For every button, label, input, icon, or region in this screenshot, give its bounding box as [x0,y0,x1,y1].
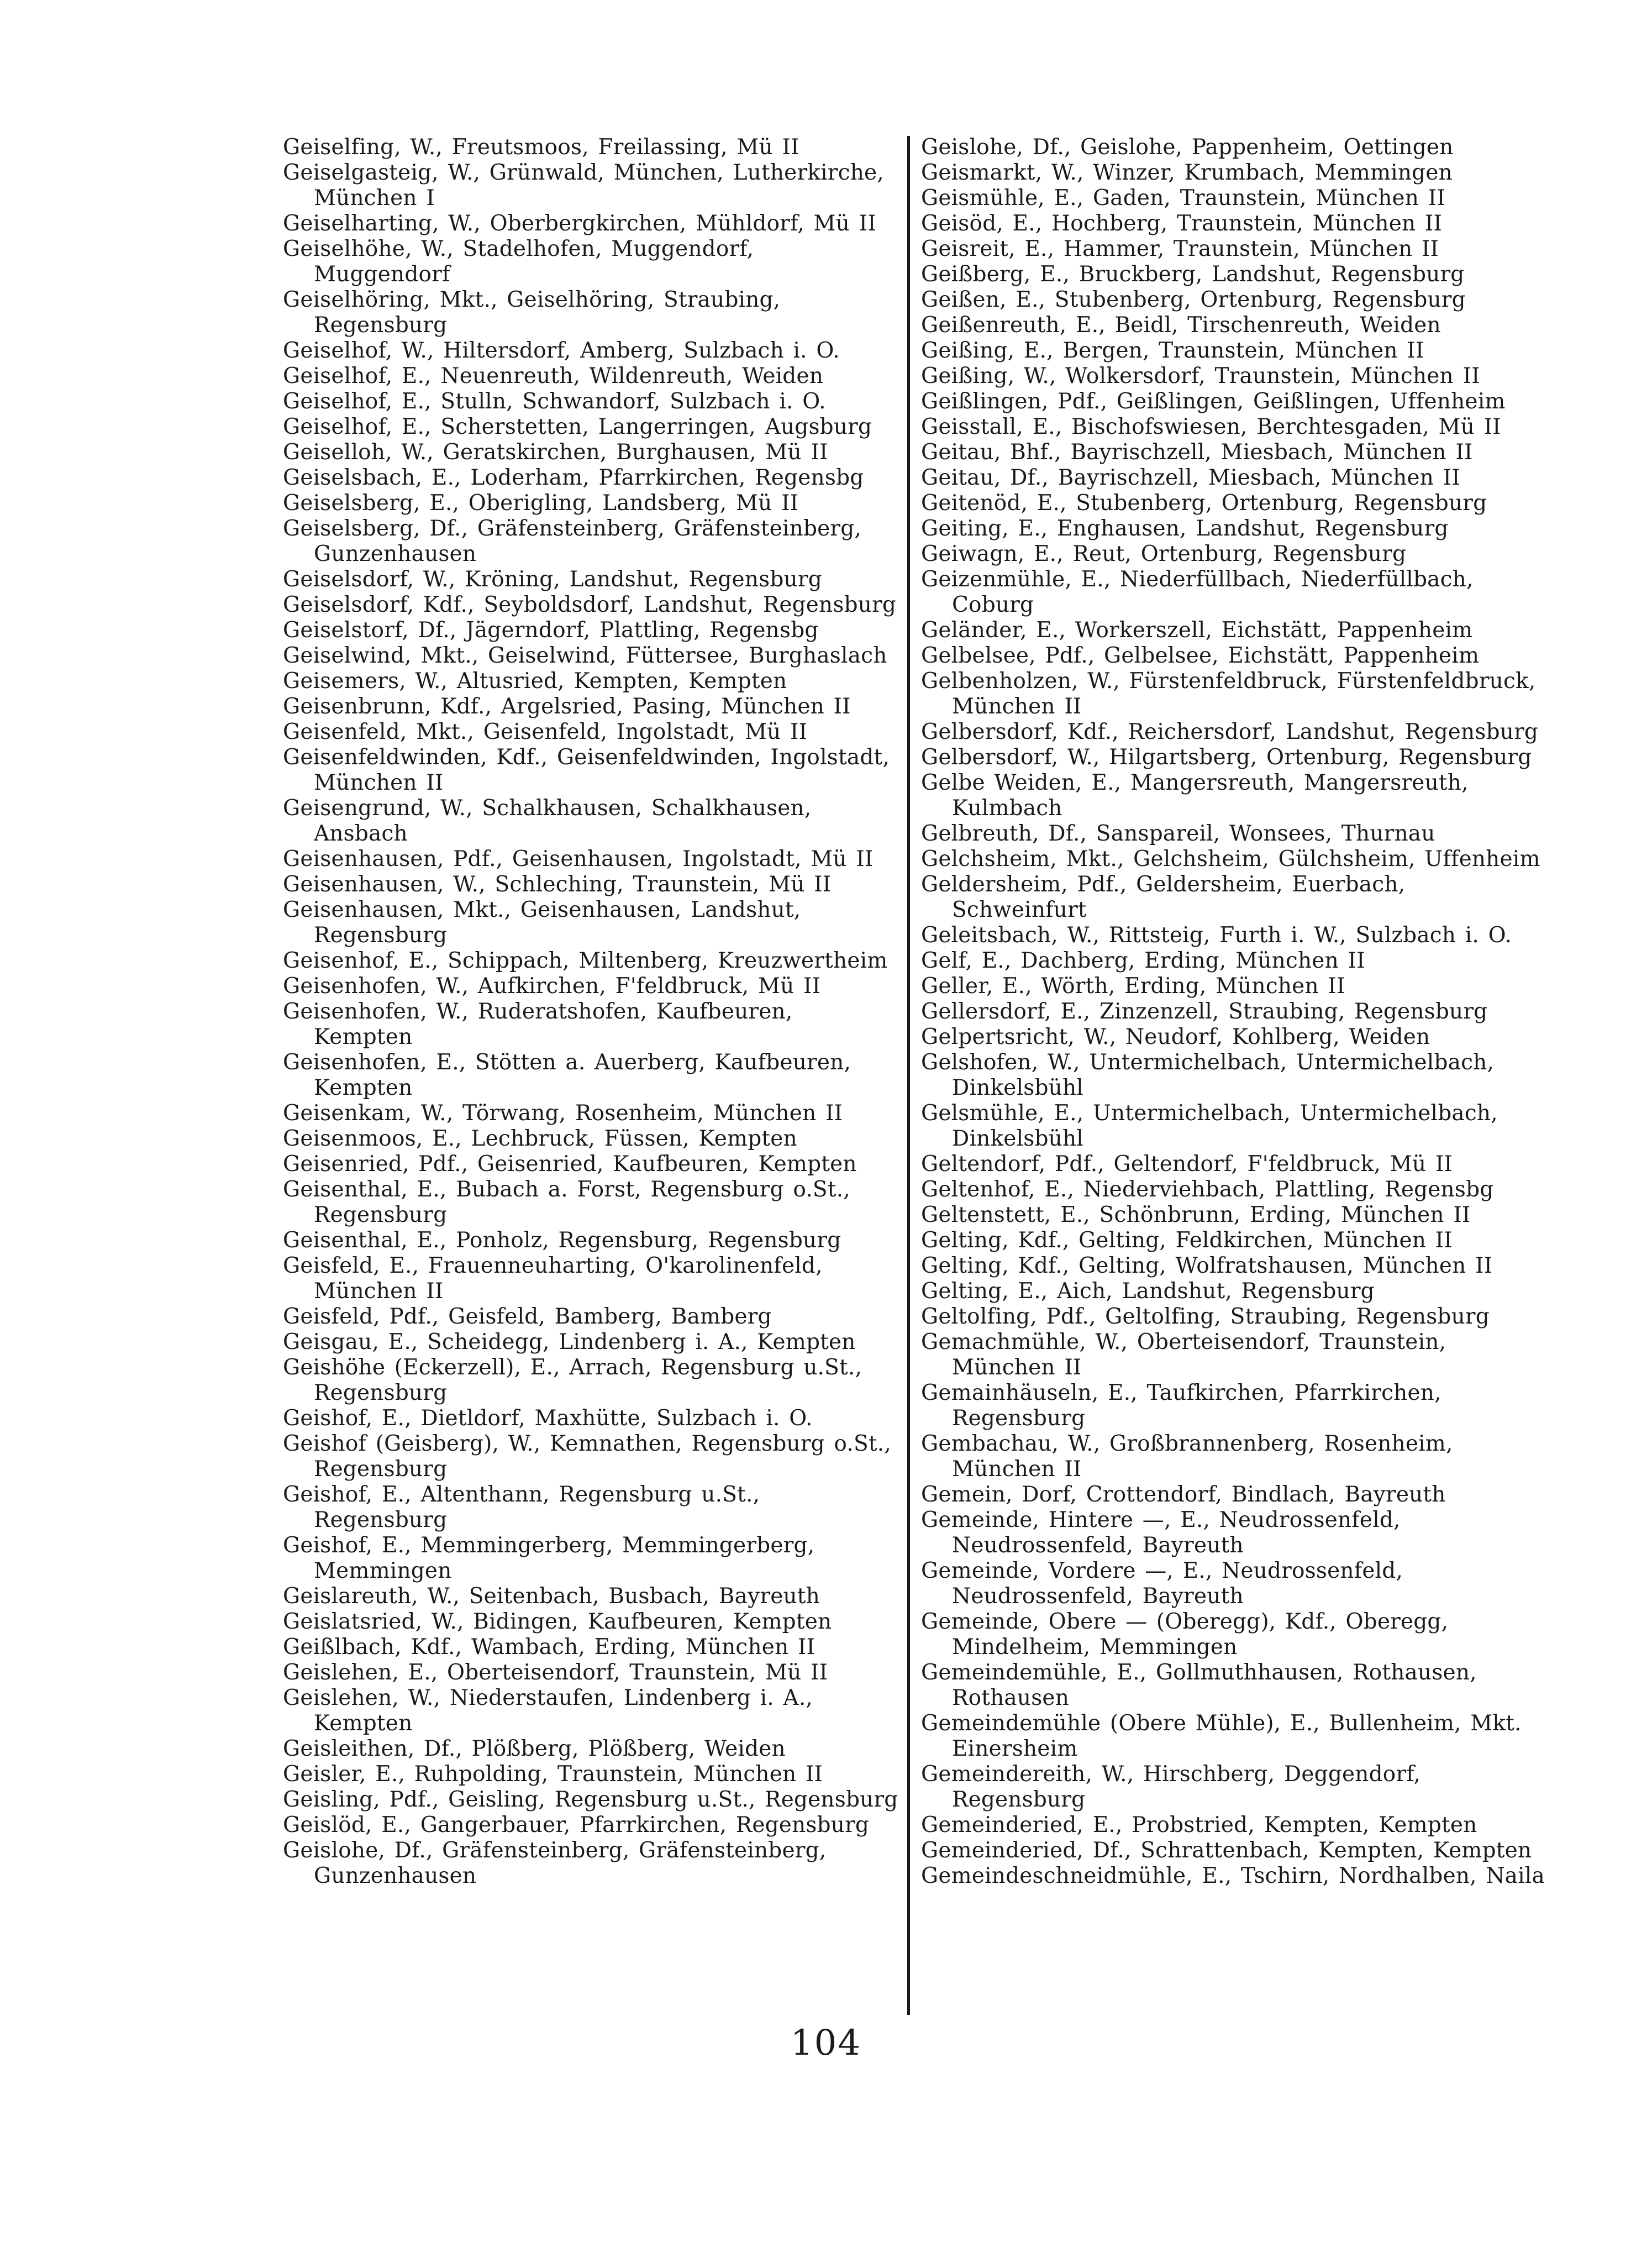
gazetteer-entry: Geiselsberg, Df., Gräfensteinberg, Gräfensteinberg, Gunzenhausen [283,516,862,566]
gazetteer-entry: Geiselloh, W., Geratskirchen, Burghausen, Mü II [283,440,828,465]
gazetteer-entry: Geiselfing, W., Freutsmoos, Freilassing, Mü II [283,135,799,160]
gazetteer-entry: Geisstall, E., Bischofswiesen, Berchtesgaden, Mü II [921,414,1501,439]
gazetteer-entry: Gelsmühle, E., Untermichelbach, Untermichelbach, Dinkelsbühl [921,1101,1498,1151]
gazetteer-entry: Geiselstorf, Df., Jägerndorf, Plattling, Regensbg [283,618,819,643]
gazetteer-entry: Geltenhof, E., Niederviehbach, Plattling, Regensbg [921,1177,1494,1202]
gazetteer-entry: Gelbersdorf, Kdf., Reichersdorf, Landshut, Regensburg [921,720,1539,744]
gazetteer-entry: Geizenmühle, E., Niederfüllbach, Niederfüllbach, Coburg [921,567,1474,617]
gazetteer-entry: Gelting, Kdf., Gelting, Wolfratshausen, München II [921,1253,1493,1278]
gazetteer-entry: Geislohe, Df., Geislohe, Pappenheim, Oettingen [921,135,1454,160]
gazetteer-entry: Geisenhofen, E., Stötten a. Auerberg, Kaufbeuren, Kempten [283,1050,851,1100]
gazetteer-entry: Geitau, Df., Bayrischzell, Miesbach, München II [921,465,1460,490]
gazetteer-entry: Geiting, E., Enghausen, Landshut, Regensburg [921,516,1449,541]
gazetteer-entry: Gemeinde, Hintere —, E., Neudrossenfeld, Neudrossenfeld, Bayreuth [921,1508,1401,1558]
gazetteer-entry: Gembachau, W., Großbrannenberg, Rosenheim, München II [921,1431,1453,1482]
gazetteer-entry: Geishöhe (Eckerzell), E., Arrach, Regensburg u.St., Regensburg [283,1355,862,1405]
gazetteer-entry: Geisenhausen, Mkt., Geisenhausen, Landshut, Regensburg [283,897,801,948]
gazetteer-entry: Geisfeld, Pdf., Geisfeld, Bamberg, Bamberg [283,1304,772,1329]
gazetteer-entry: Geisleithen, Df., Plößberg, Plößberg, Weiden [283,1736,786,1761]
gazetteer-entry: Gelpertsricht, W., Neudorf, Kohlberg, Weiden [921,1025,1430,1049]
gazetteer-entry: Gemeinde, Obere — (Oberegg), Kdf., Oberegg, Mindelheim, Memmingen [921,1609,1449,1660]
gazetteer-entry: Geltendorf, Pdf., Geltendorf, F'feldbruck, Mü II [921,1152,1453,1177]
gazetteer-entry: Gemainhäuseln, E., Taufkirchen, Pfarrkirchen, Regensburg [921,1380,1441,1431]
gazetteer-entry: Geißen, E., Stubenberg, Ortenburg, Regensburg [921,287,1466,312]
gazetteer-entry: Geisenhof, E., Schippach, Miltenberg, Kreuzwertheim [283,948,888,973]
gazetteer-entry: Gelting, Kdf., Gelting, Feldkirchen, München II [921,1228,1453,1253]
gazetteer-entry: Gelbreuth, Df., Sanspareil, Wonsees, Thurnau [921,821,1435,846]
gazetteer-entry: Gelbenholzen, W., Fürstenfeldbruck, Fürstenfeldbruck, München II [921,669,1536,719]
gazetteer-entry: Gemachmühle, W., Oberteisendorf, Traunstein, München II [921,1330,1446,1380]
gazetteer-entry: Geisenfeld, Mkt., Geisenfeld, Ingolstadt, Mü II [283,720,808,744]
gazetteer-entry: Geislareuth, W., Seitenbach, Busbach, Bayreuth [283,1584,820,1609]
gazetteer-entry: Geislehen, W., Niederstaufen, Lindenberg i. A., Kempten [283,1686,813,1736]
gazetteer-entry: Geiselgasteig, W., Grünwald, München, Lutherkirche, München I [283,160,884,211]
gazetteer-entry: Geiselhöhe, W., Stadelhofen, Muggendorf, Muggendorf [283,237,754,287]
gazetteer-entry: Gelbelsee, Pdf., Gelbelsee, Eichstätt, Pappenheim [921,643,1480,668]
right-column [921,135,1545,1889]
gazetteer-entry: Geisenhofen, W., Ruderatshofen, Kaufbeuren, Kempten [283,999,793,1049]
gazetteer-entry: Gemeinde, Vordere —, E., Neudrossenfeld, Neudrossenfeld, Bayreuth [921,1558,1403,1609]
gazetteer-entry: Geisenmoos, E., Lechbruck, Füssen, Kempten [283,1126,797,1151]
gazetteer-entry: Gelshofen, W., Untermichelbach, Untermichelbach, Dinkelsbühl [921,1050,1495,1100]
gazetteer-entry: Geisenfeldwinden, Kdf., Geisenfeldwinden, Ingolstadt, München II [283,745,890,795]
gazetteer-entry: Gemeinderied, Df., Schrattenbach, Kempten, Kempten [921,1838,1532,1863]
gazetteer-entry: Geisenkam, W., Törwang, Rosenheim, München II [283,1101,843,1126]
gazetteer-entry: Geishof, E., Dietldorf, Maxhütte, Sulzbach i. O. [283,1406,813,1431]
gazetteer-entry: Geiselhof, E., Scherstetten, Langerringen, Augsburg [283,414,872,439]
gazetteer-entry: Geißing, W., Wolkersdorf, Traunstein, München II [921,364,1480,389]
gazetteer-entry: Geislöd, E., Gangerbauer, Pfarrkirchen, Regensburg [283,1813,870,1838]
gazetteer-entry: Geisreit, E., Hammer, Traunstein, München II [921,237,1439,261]
gazetteer-entry: Geißenreuth, E., Beidl, Tirschenreuth, Weiden [921,313,1441,338]
gazetteer-entry: Geländer, E., Workerszell, Eichstätt, Pappenheim [921,618,1473,643]
gazetteer-entry: Geisfeld, E., Frauenneuharting, O'karolinenfeld, München II [283,1253,823,1304]
gazetteer-entry: Geisler, E., Ruhpolding, Traunstein, München II [283,1762,823,1787]
gazetteer-entry: Geiselharting, W., Oberbergkirchen, Mühldorf, Mü II [283,211,876,236]
gazetteer-entry: Geislehen, E., Oberteisendorf, Traunstein, Mü II [283,1660,828,1685]
gazetteer-entry: Geisöd, E., Hochberg, Traunstein, München II [921,211,1443,236]
gazetteer-entry: Gemeinderied, E., Probstried, Kempten, Kempten [921,1813,1477,1838]
gazetteer-entry: Geislatsried, W., Bidingen, Kaufbeuren, Kempten [283,1609,832,1634]
gazetteer-entry: Geisenhausen, W., Schleching, Traunstein, Mü II [283,872,832,897]
gazetteer-entry: Gelf, E., Dachberg, Erding, München II [921,948,1365,973]
gazetteer-entry: Gemein, Dorf, Crottendorf, Bindlach, Bayreuth [921,1482,1446,1507]
gazetteer-entry: Geltolfing, Pdf., Geltolfing, Straubing, Regensburg [921,1304,1490,1329]
gazetteer-entry: Gelting, E., Aich, Landshut, Regensburg [921,1279,1375,1304]
gazetteer-entry: Geiselhof, E., Neuenreuth, Wildenreuth, Weiden [283,364,824,389]
gazetteer-entry: Gemeindeschneidmühle, E., Tschirn, Nordhalben, Naila [921,1863,1545,1888]
gazetteer-entry: Geißlbach, Kdf., Wambach, Erding, München II [283,1635,816,1660]
gazetteer-entry: Geisenthal, E., Ponholz, Regensburg, Regensburg [283,1228,841,1253]
gazetteer-entry: Geiselwind, Mkt., Geiselwind, Füttersee, Burghaslach [283,643,887,668]
column-divider [907,136,910,2015]
gazetteer-entry: Geisenried, Pdf., Geisenried, Kaufbeuren, Kempten [283,1152,857,1177]
gazetteer-entry: Geiselsberg, E., Oberigling, Landsberg, Mü II [283,491,799,516]
gazetteer-entry: Geiselsdorf, Kdf., Seyboldsdorf, Landshut, Regensburg [283,592,897,617]
gazetteer-entry: Geisling, Pdf., Geisling, Regensburg u.St., Regensburg [283,1787,898,1812]
gazetteer-entry: Gelbersdorf, W., Hilgartsberg, Ortenburg, Regensburg [921,745,1532,770]
gazetteer-entry: Geitau, Bhf., Bayrischzell, Miesbach, München II [921,440,1473,465]
gazetteer-entry: Geiselsbach, E., Loderham, Pfarrkirchen, Regensbg [283,465,864,490]
gazetteer-entry: Geisenhausen, Pdf., Geisenhausen, Ingolstadt, Mü II [283,847,874,872]
page-number: 104 [790,2023,862,2064]
gazetteer-entry: Gemeindereith, W., Hirschberg, Deggendorf, Regensburg [921,1762,1421,1812]
gazetteer-entry: Geisgau, E., Scheidegg, Lindenberg i. A., Kempten [283,1330,856,1355]
gazetteer-entry: Geitenöd, E., Stubenberg, Ortenburg, Regensburg [921,491,1487,516]
gazetteer-entry: Geleitsbach, W., Rittsteig, Furth i. W., Sulzbach i. O. [921,923,1512,948]
gazetteer-entry: Geltenstett, E., Schönbrunn, Erding, München II [921,1203,1471,1227]
gazetteer-entry: Geishof, E., Memmingerberg, Memmingerberg, Memmingen [283,1533,815,1583]
gazetteer-entry: Geißing, E., Bergen, Traunstein, München II [921,338,1424,363]
gazetteer-entry: Geisenthal, E., Bubach a. Forst, Regensburg o.St., Regensburg [283,1177,850,1227]
gazetteer-entry: Gellersdorf, E., Zinzenzell, Straubing, Regensburg [921,999,1488,1024]
gazetteer-entry: Geislohe, Df., Gräfensteinberg, Gräfensteinberg, Gunzenhausen [283,1838,827,1888]
gazetteer-entry: Gemeindemühle (Obere Mühle), E., Bullenheim, Mkt. Einersheim [921,1711,1522,1761]
gazetteer-entry: Geißberg, E., Bruckberg, Landshut, Regensburg [921,262,1465,287]
gazetteer-entry: Geisemers, W., Altusried, Kempten, Kempten [283,669,787,694]
gazetteer-entry: Geißlingen, Pdf., Geißlingen, Geißlingen, Uffenheim [921,389,1506,414]
left-column [283,135,899,1889]
gazetteer-entry: Geiwagn, E., Reut, Ortenburg, Regensburg [921,542,1407,566]
gazetteer-entry: Geiselsdorf, W., Kröning, Landshut, Regensburg [283,567,822,592]
gazetteer-entry: Geiselhof, W., Hiltersdorf, Amberg, Sulzbach i. O. [283,338,840,363]
gazetteer-entry: Gemeindemühle, E., Gollmuthhausen, Rothausen, Rothausen [921,1660,1477,1710]
gazetteer-entry: Geismühle, E., Gaden, Traunstein, München II [921,186,1445,211]
gazetteer-entry: Geisengrund, W., Schalkhausen, Schalkhausen, Ansbach [283,796,812,846]
gazetteer-entry: Geismarkt, W., Winzer, Krumbach, Memmingen [921,160,1453,185]
gazetteer-entry: Geishof, E., Altenthann, Regensburg u.St., Regensburg [283,1482,760,1532]
gazetteer-entry: Geller, E., Wörth, Erding, München II [921,974,1345,999]
gazetteer-entry: Geishof (Geisberg), W., Kemnathen, Regensburg o.St., Regensburg [283,1431,891,1482]
gazetteer-entry: Gelchsheim, Mkt., Gelchsheim, Gülchsheim, Uffenheim [921,847,1540,872]
gazetteer-entry: Geisenbrunn, Kdf., Argelsried, Pasing, München II [283,694,851,719]
gazetteer-entry: Gelbe Weiden, E., Mangersreuth, Mangersreuth, Kulmbach [921,770,1469,821]
gazetteer-entry: Geisenhofen, W., Aufkirchen, F'feldbruck, Mü II [283,974,821,999]
gazetteer-entry: Geiselhöring, Mkt., Geiselhöring, Straubing, Regensburg [283,287,781,338]
gazetteer-entry: Geiselhof, E., Stulln, Schwandorf, Sulzbach i. O. [283,389,826,414]
gazetteer-entry: Geldersheim, Pdf., Geldersheim, Euerbach, Schweinfurt [921,872,1406,922]
